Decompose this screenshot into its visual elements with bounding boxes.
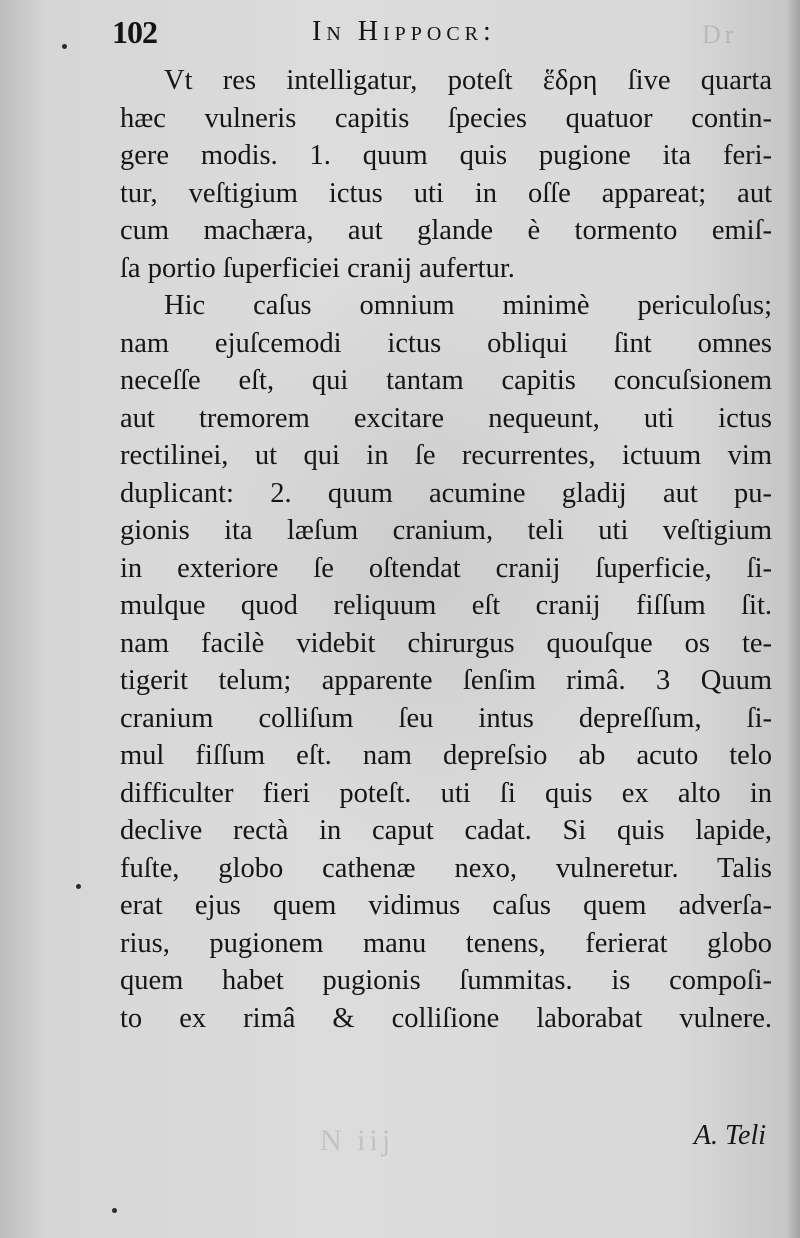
text-line: Hic caſus omnium minimè periculoſus; — [164, 290, 772, 321]
text-line: quem habet pugionis ſummitas. is compoſi- — [120, 965, 772, 996]
text-line: difficulter fieri poteſt. uti ſi quis ex alto in — [120, 777, 772, 809]
text-line: mul fiſſum eſt. nam depreſsio ab acuto telo — [120, 740, 772, 771]
ink-speck — [62, 44, 67, 49]
page-edge-shadow — [786, 0, 800, 1238]
page-number: 102 — [112, 14, 157, 50]
ink-speck — [76, 884, 81, 889]
text-line: to ex rimâ & colliſione laborabat vulnere. — [120, 1002, 772, 1034]
running-head: In Hippocr: — [312, 16, 496, 47]
text-line: neceſſe eſt, qui tantam capitis concuſsionem — [120, 365, 772, 396]
text-line: gere modis. 1. quum quis pugione ita feri- — [120, 140, 772, 171]
text-line: in exteriore ſe oſtendat cranij ſuperficie, ſi- — [120, 552, 772, 584]
text-line: tur, veſtigium ictus uti in oſſe appareat; aut — [120, 177, 772, 209]
ink-speck — [112, 1208, 117, 1213]
text-line: declive rectà in caput cadat. Si quis lapide, — [120, 815, 772, 846]
text-line: ſa portio ſuperficiei cranij aufertur. — [120, 252, 515, 284]
text-line: mulque quod reliquum eſt cranij fiſſum ſit. — [120, 590, 772, 621]
text-line: fuſte, globo cathenæ nexo, vulneretur. Talis — [120, 852, 772, 884]
bleed-through-signature: N iij — [320, 1124, 395, 1157]
body-text — [120, 62, 772, 1037]
text-line: aut tremorem excitare nequeunt, uti ictus — [120, 402, 772, 434]
catchword: A. Teli — [693, 1120, 766, 1151]
text-line: rius, pugionem manu tenens, ferierat globo — [120, 927, 772, 959]
text-line: cranium colliſum ſeu intus depreſſum, ſi- — [120, 702, 772, 734]
text-line: hæc vulneris capitis ſpecies quatuor contin- — [120, 102, 772, 134]
text-line: gionis ita læſum cranium, teli uti veſtigium — [120, 515, 772, 546]
page-header — [112, 14, 772, 54]
text-line: erat ejus quem vidimus caſus quem adverſa- — [120, 890, 772, 921]
text-line: duplicant: 2. quum acumine gladij aut pu- — [120, 477, 772, 509]
text-line: Vt res intelligatur, poteſt ἕδρη ſive quarta — [164, 65, 772, 96]
text-line: nam ejuſcemodi ictus obliqui ſint omnes — [120, 327, 772, 359]
text-line: cum machæra, aut glande è tormento emiſ- — [120, 215, 772, 246]
text-line: tigerit telum; apparente ſenſim rimâ. 3 Quum — [120, 665, 772, 696]
text-line: nam facilè videbit chirurgus quouſque os te- — [120, 627, 772, 659]
bleed-through-text: Dr — [702, 20, 738, 49]
text-line: rectilinei, ut qui in ſe recurrentes, ictuum vim — [120, 440, 772, 471]
